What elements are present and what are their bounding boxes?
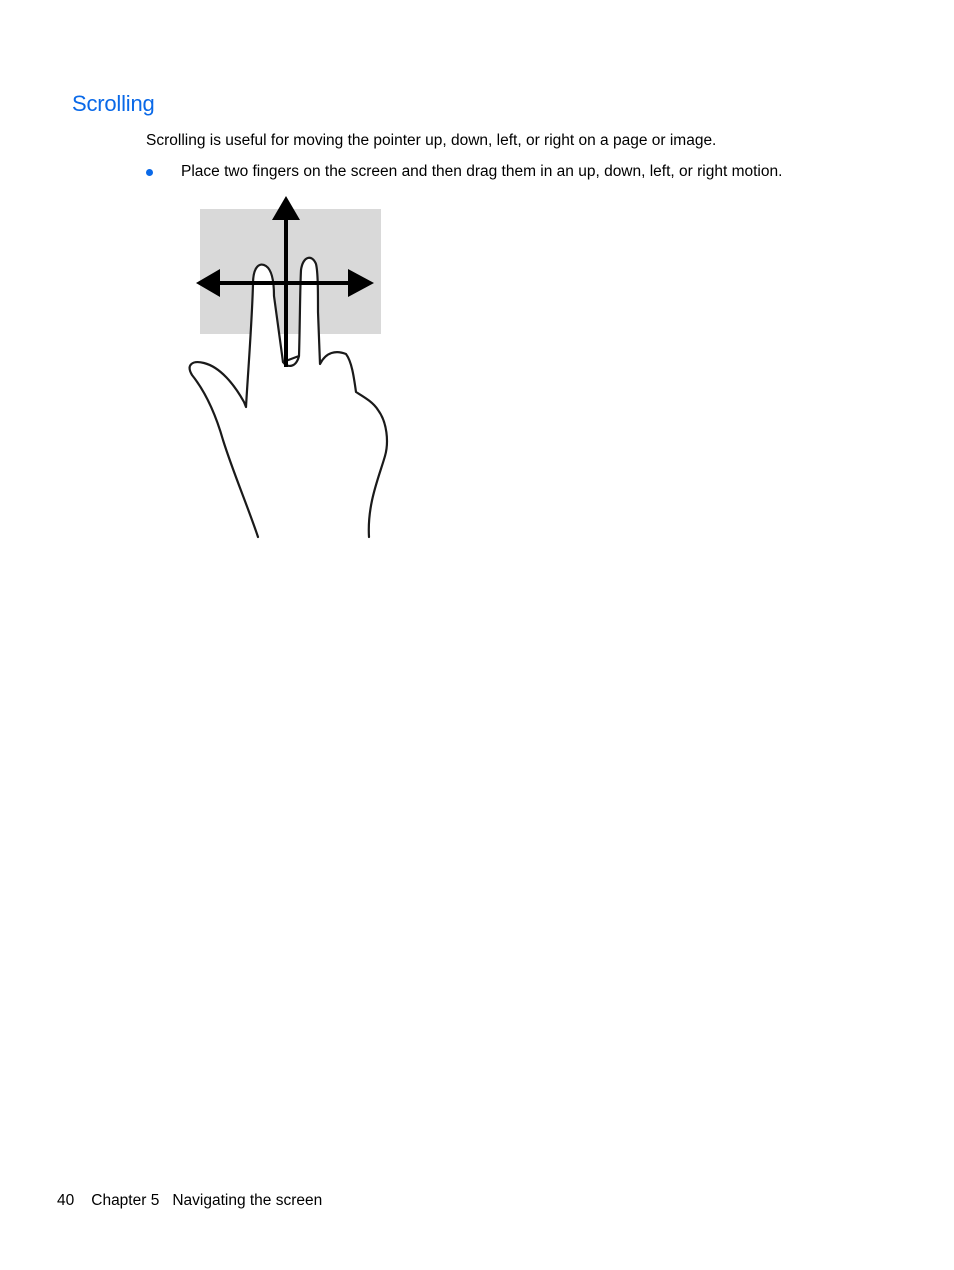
two-finger-scroll-illustration bbox=[186, 192, 396, 544]
two-finger-scroll-icon bbox=[186, 192, 396, 544]
up-arrow-icon bbox=[272, 196, 300, 220]
bullet-dot-icon bbox=[146, 169, 153, 176]
bullet-list bbox=[146, 162, 782, 182]
page-number: 40 bbox=[57, 1192, 75, 1209]
chapter-title: Navigating the screen bbox=[172, 1192, 323, 1209]
chapter-label: Chapter 5 bbox=[91, 1192, 160, 1209]
touchpad-area bbox=[200, 209, 381, 334]
page-footer bbox=[57, 1191, 322, 1211]
bullet-text: Place two fingers on the screen and then drag them in an up, down, left, or right motion. bbox=[181, 163, 783, 180]
bullet-item bbox=[146, 162, 782, 182]
section-title: Scrolling bbox=[72, 91, 155, 116]
intro-paragraph: Scrolling is useful for moving the pointer up, down, left, or right on a page or image. bbox=[146, 132, 717, 149]
